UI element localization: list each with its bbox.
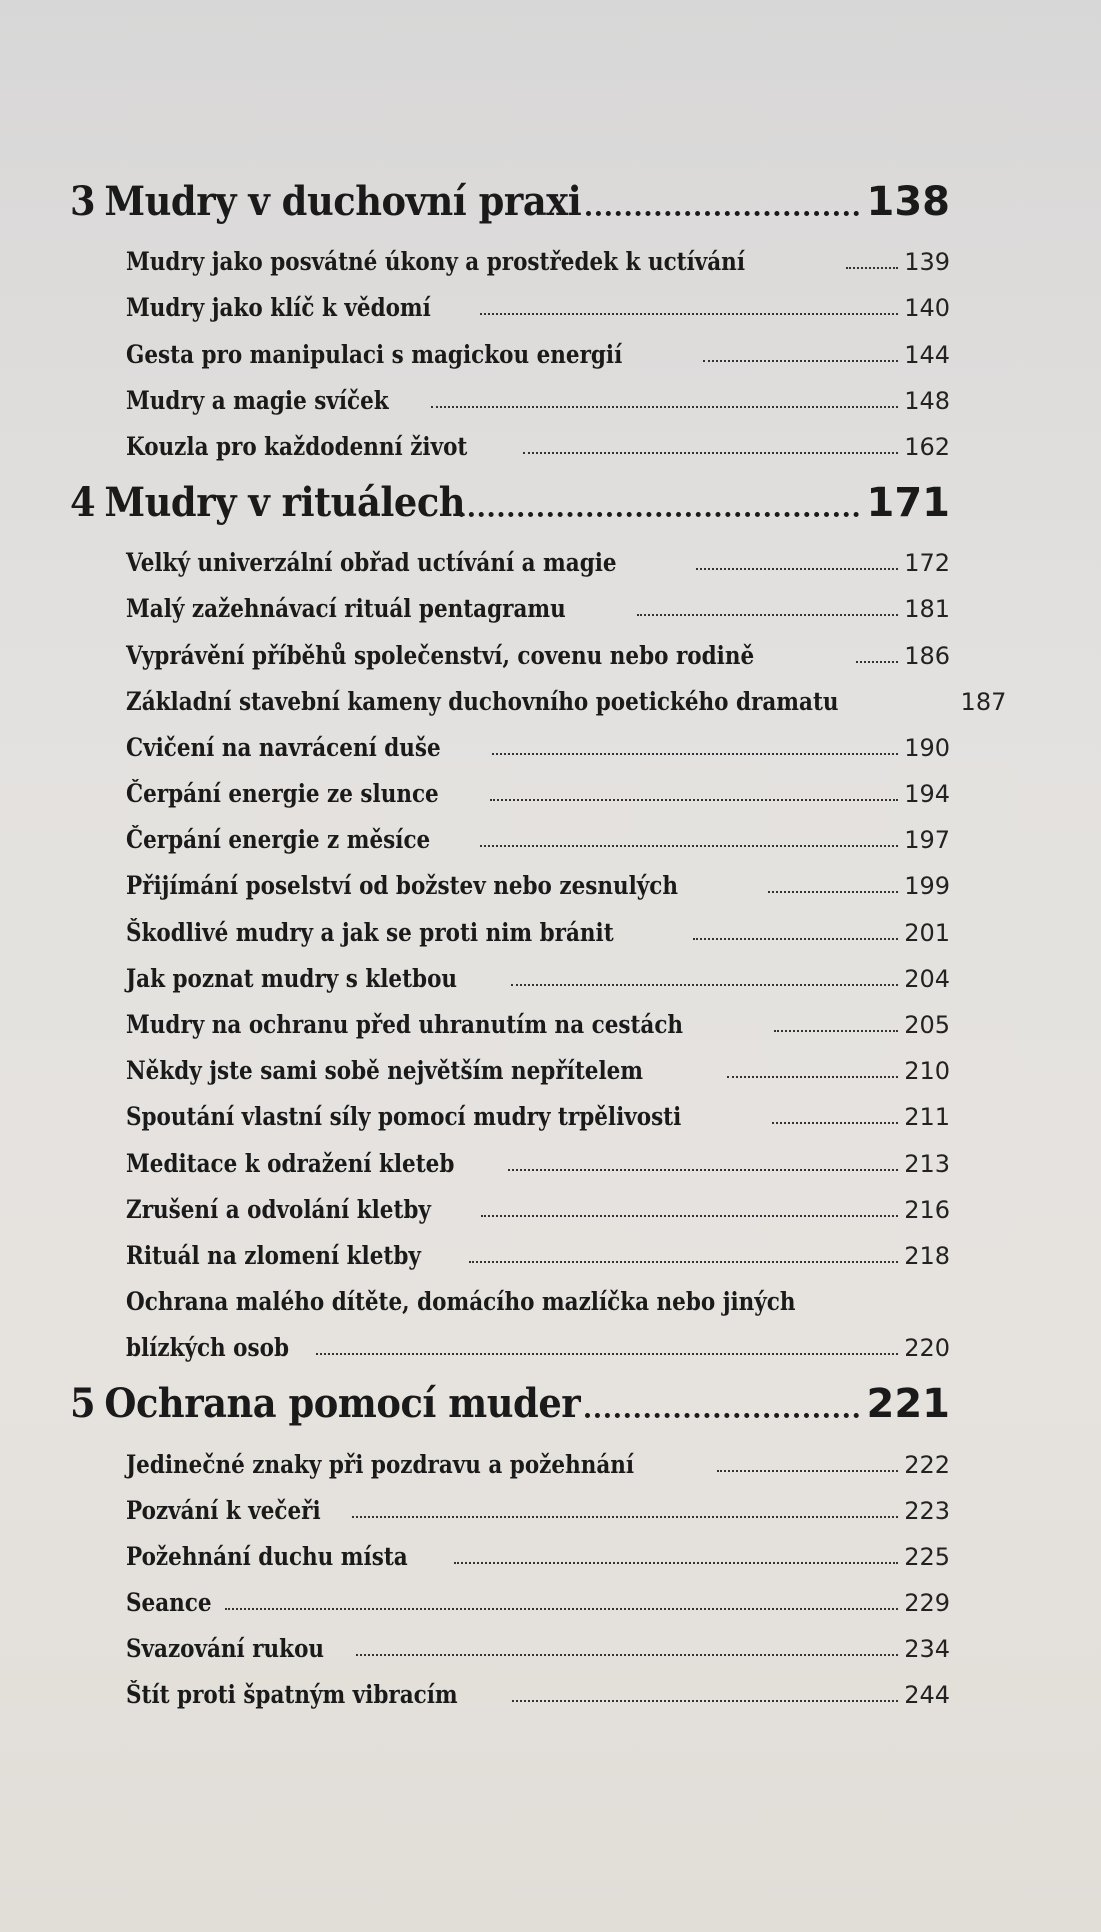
entry-title: Přijímání poselství od božstev nebo zesnulých: [126, 871, 679, 901]
chapter-heading[interactable]: [70, 1372, 950, 1428]
chapter-title-text: Mudry v duchovní praxi: [104, 178, 582, 225]
entry-title: Malý zažehnávací rituál pentagramu: [126, 594, 566, 624]
entry-page-number: 172: [904, 549, 950, 578]
entry-page-number: 218: [904, 1241, 950, 1270]
chapter-title: [70, 178, 581, 226]
dot-leader: [856, 661, 898, 663]
entry-page-number: 223: [904, 1496, 950, 1525]
toc-entry[interactable]: [126, 810, 950, 856]
dot-leader: [469, 1261, 898, 1263]
entry-title: Mudry jako klíč k vědomí: [126, 293, 431, 323]
entry-title: Spoutání vlastní síly pomocí mudry trpělivosti: [126, 1102, 682, 1132]
dot-leader: [772, 1122, 899, 1124]
chapter-number: 3: [70, 178, 96, 225]
toc-entry[interactable]: [126, 232, 950, 278]
entry-page-number: 148: [904, 386, 950, 415]
entry-title: Seance: [126, 1588, 212, 1618]
entry-title: Mudry jako posvátné úkony a prostředek k uctívání: [126, 247, 745, 277]
chapter-title: [70, 1380, 580, 1428]
dot-leader: [508, 1169, 898, 1171]
entry-page-number: 220: [904, 1334, 950, 1363]
entry-page-number: 222: [904, 1450, 950, 1479]
entry-page-number: 204: [904, 964, 950, 993]
toc-entry[interactable]: [126, 371, 950, 417]
toc-entry[interactable]: [126, 1573, 950, 1619]
dot-leader: [696, 568, 898, 570]
dot-leader: [511, 984, 898, 986]
entry-title: Čerpání energie ze slunce: [126, 779, 439, 809]
entry-title: Ochrana malého dítěte, domácího mazlíčka nebo jiných: [126, 1287, 796, 1317]
dot-leader: [727, 1076, 898, 1078]
entry-title: Jak poznat mudry s kletbou: [126, 963, 458, 993]
entry-title: Gesta pro manipulaci s magickou energií: [126, 339, 623, 369]
entry-page-number: 197: [904, 826, 950, 855]
dot-leader: [352, 1516, 898, 1518]
dot-leader: [356, 1654, 898, 1656]
entry-page-number: 210: [904, 1057, 950, 1086]
entry-page-number: 234: [904, 1635, 950, 1664]
entry-title-continuation: blízkých osob: [126, 1333, 289, 1363]
entry-page-number: 144: [904, 340, 950, 369]
entry-title: Svazování rukou: [126, 1634, 325, 1664]
toc-entry[interactable]: [126, 1180, 950, 1226]
dot-leader: [717, 1470, 898, 1472]
entry-title: Štít proti špatným vibracím: [126, 1680, 458, 1710]
chapter-title: [70, 479, 465, 527]
table-of-contents: [70, 170, 1007, 1711]
dot-leader: [481, 1215, 899, 1217]
entry-page-number: 216: [904, 1195, 950, 1224]
entry-title: Základní stavební kameny duchovního poetického dramatu: [126, 686, 839, 716]
chapter-page-number: 138: [866, 179, 950, 225]
entry-title: Někdy jste sami sobě největším nepřítelem: [126, 1056, 644, 1086]
chapter-entries: [126, 232, 950, 463]
toc-entry[interactable]: [126, 1665, 950, 1711]
toc-entry[interactable]: [126, 1272, 950, 1318]
entry-page-number: 140: [904, 294, 950, 323]
entry-page-number: 244: [904, 1681, 950, 1710]
dot-leader: [512, 1700, 899, 1702]
dot-leader: [316, 1353, 899, 1355]
dot-leader: [774, 1030, 898, 1032]
toc-entry[interactable]: [126, 718, 950, 764]
toc-entry[interactable]: [126, 579, 950, 625]
entry-page-number: 201: [904, 918, 950, 947]
entry-page-number: 181: [904, 595, 950, 624]
toc-entry[interactable]: [126, 625, 950, 671]
toc-entry[interactable]: [126, 1619, 950, 1665]
entry-title: Zrušení a odvolání kletby: [126, 1194, 431, 1224]
dot-leader: [225, 1608, 898, 1610]
chapter-page-number: 221: [866, 1381, 950, 1428]
toc-entry-continuation[interactable]: [126, 1318, 950, 1364]
entry-title: Cvičení na navrácení duše: [126, 732, 441, 762]
toc-entry[interactable]: [126, 1133, 950, 1179]
entry-title: Mudry a magie svíček: [126, 385, 389, 415]
entry-page-number: 229: [904, 1589, 950, 1618]
dot-leader: [492, 753, 898, 755]
dot-leader: [703, 360, 898, 362]
entry-page-number: 186: [904, 641, 950, 670]
entry-page-number: 187: [960, 687, 1007, 716]
entry-title: Škodlivé mudry a jak se proti nim bránit: [126, 917, 614, 947]
chapter-page-number: 171: [866, 479, 950, 526]
entry-title: Velký univerzální obřad uctívání a magie: [126, 548, 617, 578]
dot-leader: [523, 452, 898, 454]
toc-entry[interactable]: [126, 672, 1007, 718]
dot-leader: [490, 799, 899, 801]
chapter-title-text: Ochrana pomocí muder: [104, 1380, 581, 1428]
toc-entry[interactable]: [126, 995, 950, 1041]
toc-entry[interactable]: [126, 1527, 950, 1573]
toc-entry[interactable]: [126, 533, 950, 579]
dot-leader: [768, 891, 898, 893]
entry-title: Kouzla pro každodenní život: [126, 431, 468, 461]
toc-entry[interactable]: [126, 1226, 950, 1272]
chapter-number: 4: [70, 478, 96, 526]
dot-leader: [586, 211, 859, 216]
toc-entry[interactable]: [126, 1481, 950, 1527]
toc-entry[interactable]: [126, 1434, 950, 1480]
dot-leader: [846, 267, 898, 269]
toc-entry[interactable]: [126, 902, 950, 948]
entry-title: Vyprávění příběhů společenství, covenu nebo rodině: [126, 640, 755, 670]
dot-leader: [585, 1413, 859, 1418]
chapter-entries: [126, 533, 1007, 1364]
toc-entry[interactable]: [126, 764, 950, 810]
toc-entry[interactable]: [126, 417, 950, 463]
toc-entry[interactable]: [126, 1087, 950, 1133]
toc-entry[interactable]: [126, 949, 950, 995]
dot-leader: [693, 938, 898, 940]
entry-title: Jedinečné znaky při pozdravu a požehnání: [126, 1449, 635, 1479]
toc-entry[interactable]: [126, 324, 950, 370]
entry-page-number: 162: [904, 432, 950, 461]
entry-page-number: 139: [904, 248, 950, 277]
dot-leader: [459, 512, 858, 517]
chapter-heading[interactable]: [70, 170, 950, 226]
entry-page-number: 190: [904, 733, 950, 762]
entry-page-number: 213: [904, 1149, 950, 1178]
chapter-entries: [126, 1434, 950, 1711]
entry-page-number: 225: [904, 1542, 950, 1571]
chapter-number: 5: [70, 1380, 96, 1428]
dot-leader: [637, 614, 898, 616]
chapter-title-text: Mudry v rituálech: [104, 478, 466, 526]
entry-page-number: 199: [904, 872, 950, 901]
entry-title: Požehnání duchu místa: [126, 1541, 408, 1571]
dot-leader: [480, 845, 898, 847]
entry-title: Mudry na ochranu před uhranutím na cestách: [126, 1010, 684, 1039]
dot-leader: [454, 1562, 899, 1564]
toc-entry[interactable]: [126, 278, 950, 324]
entry-title: Meditace k odražení kleteb: [126, 1148, 455, 1178]
dot-leader: [431, 406, 898, 408]
dot-leader: [480, 313, 898, 315]
toc-entry[interactable]: [126, 1041, 950, 1087]
entry-title: Rituál na zlomení kletby: [126, 1240, 421, 1270]
toc-entry[interactable]: [126, 856, 950, 902]
entry-title: Čerpání energie z měsíce: [126, 825, 431, 855]
entry-page-number: 194: [904, 780, 950, 809]
entry-page-number: 211: [904, 1103, 950, 1132]
chapter-heading[interactable]: [70, 471, 950, 527]
entry-page-number: 205: [904, 1011, 950, 1039]
entry-title: Pozvání k večeři: [126, 1495, 321, 1525]
